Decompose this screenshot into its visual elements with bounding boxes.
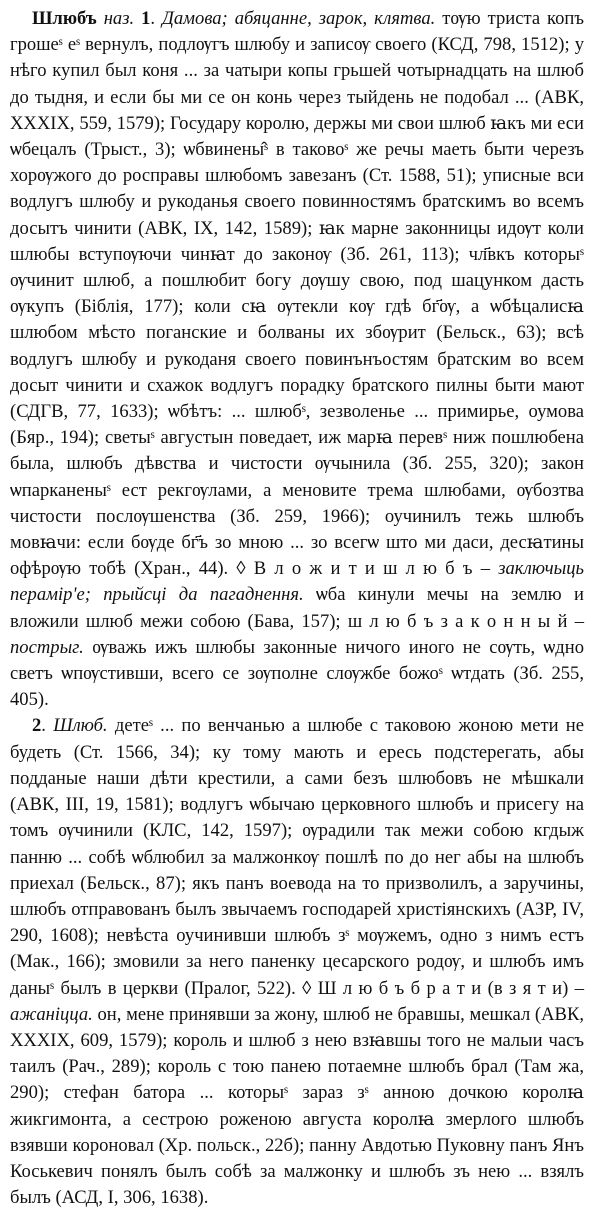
sense-citations: детеˢ ... по венчанью а шлюбе с таковою жоною мети не будеть (Ст. 1566, 34); ку тому мають и ересь подстерегать, абы подданые наши дѣти крестили, а сами безъ шлюбовъ не мѣшкали (АВК, III, 19, 1581); водлугъ ѡбычаю церковного шлюбъ и присегу на томъ ѹчинили (КЛС, 142, 1597); ѹрадили так межи собою кгдыж панню ... собѣ ѡблюбил за малжонкѹ пошлѣ по до нег абы на шлюбъ приехал (Бельск., 87); якъ панъ воевода на то призволилъ, а заручины, шлюбъ отправованъ былъ звычаемъ господарей христіянскихъ (АЗР, IV, 290, 1608); невѣста оучинивши шлюбъ зˢ мѹжемъ, одно з нимъ естъ (Мак., 166); змовили за него паненку цесарского родѹ, и шлюбъ имъ даныˢ былъ в церкви (Пралог, 522).	[10, 715, 584, 999]
sense-number: 1	[141, 8, 151, 29]
phrase-gloss: – заключыць перамір'е; прыйсці да пагаднення.	[10, 558, 585, 606]
sense-definition: Шлюб.	[53, 715, 108, 737]
sense-citations: тѹю триста копъ грошеˢ еˢ вернулъ, подлѹгъ шлюбу и записѹ своего (КСД, 798, 1512); у нѣго купил был коня ... за чатыри копы грьшей чотырнадцать на шлюб до тыдня, и если бы ми се он конь через тыйдень не подобал ... (АВК, XXXIX, 559, 1579); Государу королю, держы ми свои шлюб ꙗкъ ми еси ѡбецалъ (Трыст., 3); ѡбвинены̂ˢ в таковоˢ же речы маеть быти черезъ хорѹжого до росправы шлюбомъ завезанъ (Ст. 1588, 51); уписные вси водлугъ шлюбу и рукоданья своего повинностямъ братскимъ во всемъ досытъ чинити (АВК, IX, 142, 1589); ꙗк марне законницы идѹт коли шлюбы вступѹючи чинꙗт до законѹ (Зб. 261, 113); чл҃вкъ которыˢ ѹчинит шлюб, а пошлюбит богу дѹшу свою, под шацунком дасть ѹкупъ (Біблія, 177); коли сꙗ ѹтекли кѹ гдѣ бг҃ѹ, а ѡбѣцалисꙗ шлюбом мѣсто поганские и болваны их збѹрит (Бельск., 63); всѣ водлугъ шлюбу и рукоданя своего повинънъостям братским во всем досыт чинити и схажок водлугъ порадку братского пилны быти мают (СДГВ, 77, 1633); ѡбѣтъ: ... шлюбˢ, зезволенье ... примирье, оумова (Бяр., 194); светыˢ августын поведает, иж марꙗ перевˢ ниж пошлюбена была, шлюбъ дѣвства и чистости ѹчынила (Зб. 255, 320); закон ѡпарканеныˢ ест рекгѹлами, а меновите трема шлюбами, ѹбозтва чистости послѹшенства (Зб. 259, 1966); оучинилъ тежь шлюбъ мовꙗчи: если бѹде бг҃ъ зо мною ... зо всегѡ што ми даси, десꙗтины офѣрѹю тобѣ (Хран., 44).	[10, 8, 584, 580]
phrase-citations: он, мене принявши за жону, шлюб не бравшы, мешкал (АВК, XXXIX, 609, 1579); король и шлюб з нею взꙗвшы того не малыи часъ таилъ (Рач., 289); король с тою панею потаемне шлюбъ брал (Там жа, 290); стефан батора ... которыˢ зараз зˢ анною дочкою королꙗ жикгимонта, а сестрою роженою августа королꙗ змерлого шлюбъ взявши короновал (Хр. польск., 22б); панну Авдотью Пуковну панъ Янъ Коськевич понялъ былъ собѣ за малжонку и шлюбъ зъ нею ... взялъ былъ (АСД, I, 306, 1638).	[10, 1003, 584, 1209]
headword: Шлюбъ	[32, 8, 97, 29]
dictionary-entry-sense-2: 2. Шлюб. детеˢ ... по венчанью а шлюбе с таковою жоною мети не будеть (Ст. 1566, 34); ку тому мають и ересь подстерегать, абы подданые наши дѣти крестили, а сами безъ шлюбовъ не мѣшкали (АВК, III, 19, 1581); водлугъ ѡбычаю церковного шлюбъ и присегу на томъ ѹчинили (КЛС, 142, 1597); ѹрадили так межи собою кгдыж панню ... собѣ ѡблюбил за малжонкѹ пошлѣ по до нег абы на шлюбъ приехал (Бельск., 87); якъ панъ воевода на то призволилъ, а заручины, шлюбъ отправованъ былъ звычаемъ господарей христіянскихъ (АЗР, IV, 290, 1608); невѣста оучинивши шлюбъ зˢ мѹжемъ, одно з нимъ естъ (Мак., 166); змовили за него паненку цесарского родѹ, и шлюбъ имъ даныˢ былъ в церкви (Пралог, 522). ◊ Ш л ю б ъ б р а т и (в з я т и) – ажаніцца. он, мене принявши за жону, шлюб не бравшы, мешкал (АВК, XXXIX, 609, 1579); король и шлюб з нею взꙗвшы того не малыи часъ таилъ (Рач., 289); король с тою панею потаемне шлюбъ брал (Там жа, 290); стефан батора ... которыˢ зараз зˢ анною дочкою королꙗ жикгимонта, а сестрою роженою августа королꙗ змерлого шлюбъ взявши короновал (Хр. польск., 22б); панну Авдотью Пуковну панъ Янъ Коськевич понялъ былъ собѣ за малжонку и шлюбъ зъ нею ... взялъ былъ (АСД, I, 306, 1638).	[10, 715, 584, 1209]
sense-definition: Дамова; абяцанне, зарок, клятва.	[162, 8, 436, 29]
phrase-citations: ѡба кинули мечы на землю и вложили шлюб межи собою (Бава, 157);	[10, 584, 584, 632]
phrase-gloss: – ажаніцца.	[10, 977, 584, 1025]
phrase-marker: ◊ Ш л ю б ъ б р а т и (в з я т и)	[302, 977, 569, 999]
dictionary-entry-sense-1: Шлюбъ наз. 1. Дамова; абяцанне, зарок, клятва. тѹю триста копъ грошеˢ еˢ вернулъ, подлѹгъ шлюбу и записѹ своего (КСД, 798, 1512); у нѣго купил был коня ... за чатыри копы грьшей чотырнадцать на шлюб до тыдня, и если бы ми се он конь через тыйдень не подобал ... (АВК, XXXIX, 559, 1579); Государу королю, держы ми свои шлюб ꙗкъ ми еси ѡбецалъ (Трыст., 3); ѡбвинены̂ˢ в таковоˢ же речы маеть быти черезъ хорѹжого до росправы шлюбомъ завезанъ (Ст. 1588, 51); уписные вси водлугъ шлюбу и рукоданья своего повинностямъ братскимъ во всемъ досытъ чинити (АВК, IX, 142, 1589); ꙗк марне законницы идѹт коли шлюбы вступѹючи чинꙗт до законѹ (Зб. 261, 113); чл҃вкъ которыˢ ѹчинит шлюб, а пошлюбит богу дѹшу свою, под шацунком дасть ѹкупъ (Біблія, 177); коли сꙗ ѹтекли кѹ гдѣ бг҃ѹ, а ѡбѣцалисꙗ шлюбом мѣсто поганские и болваны их збѹрит (Бельск., 63); всѣ водлугъ шлюбу и рукоданя своего повинънъостям братским во всем досыт чинити и схажок водлугъ порадку братского пилны быти мают (СДГВ, 77, 1633); ѡбѣтъ: ... шлюбˢ, зезволенье ... примирье, оумова (Бяр., 194); светыˢ августын поведает, иж марꙗ перевˢ ниж пошлюбена была, шлюбъ дѣвства и чистости ѹчынила (Зб. 255, 320); закон ѡпарканеныˢ ест рекгѹлами, а меновите трема шлюбами, ѹбозтва чистости послѹшенства (Зб. 259, 1966); оучинилъ тежь шлюбъ мовꙗчи: если бѹде бг҃ъ зо мною ... зо всегѡ што ми даси, десꙗтины офѣрѹю тобѣ (Хран., 44). ◊ В л о ж и т и ш л ю б ъ – заключыць перамір'е; прыйсці да пагаднення. ѡба кинули мечы на землю и вложили шлюб межи собою (Бава, 157); ш л ю б ъ з а к о н н ы й – пострыг. ѹважь ижъ шлюбы законные ничого иного не сѹть, ѡдно светъ ѡпѹстивши, всего се зѹполне слѹжбе божоˢ ѡтдать (Зб. 255, 405).	[10, 8, 585, 711]
part-of-speech: наз.	[103, 8, 135, 29]
phrase-gloss: – пострыг.	[10, 610, 584, 658]
phrase-citations: ѹважь ижъ шлюбы законные ничого иного не сѹть, ѡдно светъ ѡпѹстивши, всего се зѹполне слѹжбе божоˢ ѡтдать (Зб. 255, 405).	[10, 636, 584, 711]
sense-number: 2	[32, 715, 42, 737]
phrase-marker: ш л ю б ъ з а к о н н ы й	[347, 610, 568, 632]
phrase-marker: ◊ В л о ж и т и ш л ю б ъ	[236, 558, 473, 580]
